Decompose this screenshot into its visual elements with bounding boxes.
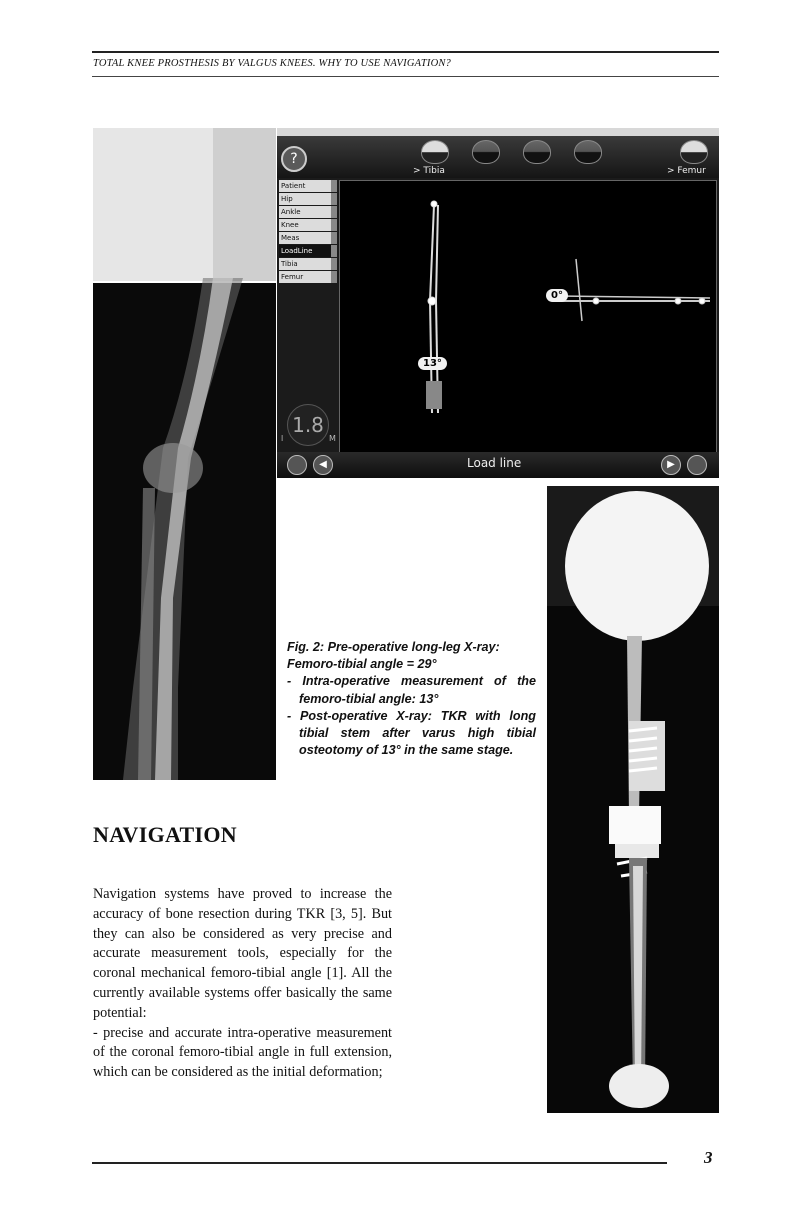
bullet-item: - precise and accurate intra-operative measurement of the coronal femoro-tibial angle in full extension, which can be considered as the initial deformation;	[93, 1024, 392, 1081]
femur-label: > Femur	[667, 166, 706, 176]
tracker-icon	[472, 140, 500, 164]
menu-item-hip[interactable]: Hip	[279, 193, 337, 205]
load-line-view	[339, 180, 717, 454]
menu-item-loadline[interactable]: LoadLine	[279, 245, 337, 257]
navigation-screen	[277, 128, 719, 478]
section-heading: NAVIGATION	[93, 822, 237, 847]
page-number: 3	[704, 1148, 713, 1167]
alignment-angle-badge: 0°	[546, 289, 568, 302]
step-label: Load line	[467, 456, 522, 470]
tibia-tracker-icon	[421, 140, 449, 164]
options-button[interactable]	[687, 455, 707, 475]
angle-gauge: 1.8	[287, 404, 329, 446]
menu-item-patient[interactable]: Patient	[279, 180, 337, 192]
forward-arrow-icon[interactable]: ▶	[661, 455, 681, 475]
caption-item: - Intra-operative measurement of the femoro-tibial angle: 13°	[287, 674, 536, 706]
menu-item-femur[interactable]: Femur	[279, 271, 337, 283]
body-text	[93, 885, 392, 1083]
menu-item-meas[interactable]: Meas	[279, 232, 337, 244]
tracker-icon	[574, 140, 602, 164]
header-rule-bottom	[92, 76, 719, 77]
menu-item-ankle[interactable]: Ankle	[279, 206, 337, 218]
window-titlebar	[277, 128, 719, 136]
preop-xray-image	[93, 128, 276, 780]
medial-label: M	[329, 434, 336, 443]
postop-xray-image	[547, 486, 719, 1113]
running-title: TOTAL KNEE PROSTHESIS BY VALGUS KNEES. WHY TO USE NAVIGATION?	[93, 58, 452, 69]
menu-item-knee[interactable]: Knee	[279, 219, 337, 231]
caption-item: - Post-operative X-ray: TKR with long tibial stem after varus high tibial osteotomy of 13° in the same stage.	[287, 708, 536, 758]
help-button[interactable]: ?	[281, 146, 307, 172]
menu-button[interactable]	[287, 455, 307, 475]
footer-rule	[92, 1162, 667, 1164]
paragraph: Navigation systems have proved to increase the accuracy of bone resection during TKR [3, 5]. But they can also be considered as very precise and accurate measurement tools, especially for the coronal mechanical femoro-tibial angle [1]. All the currently available systems offer basically the same potential:	[93, 886, 392, 1021]
back-arrow-icon[interactable]: ◀	[313, 455, 333, 475]
tracker-icon	[523, 140, 551, 164]
knee-angle-badge: 13°	[418, 357, 447, 370]
menu-item-tibia[interactable]: Tibia	[279, 258, 337, 270]
lateral-label: l	[281, 434, 284, 443]
nav-bottom-bar	[277, 452, 719, 478]
header-rule-top	[92, 51, 719, 53]
figure-caption	[287, 639, 536, 759]
tibia-label: > Tibia	[413, 166, 445, 176]
nav-menu	[279, 180, 337, 284]
femur-tracker-icon	[680, 140, 708, 164]
caption-line: Fig. 2: Pre-operative long-leg X-ray: Femoro-tibial angle = 29°	[287, 640, 500, 672]
